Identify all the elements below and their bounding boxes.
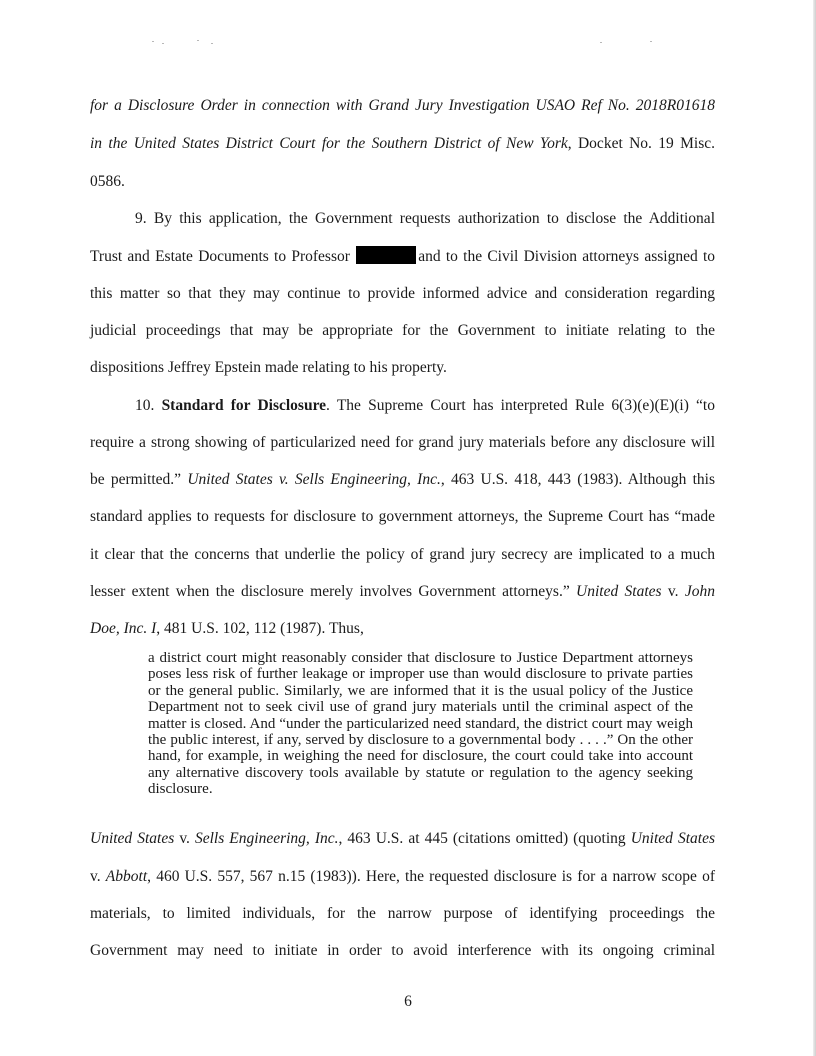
para9-text: this matter so that they may continue to provide informed advice and consideration regarding (90, 285, 715, 302)
para10-text: require a strong showing of particularized need for grand jury materials before any disclosure will (90, 434, 715, 451)
continuation-line-3 (90, 172, 715, 192)
para10-number: 10. (135, 397, 155, 414)
para10-text: , 481 U.S. 102, 112 (1987). Thus, (156, 620, 364, 637)
para9-line-5 (90, 358, 715, 378)
para10-text: it clear that the concerns that underlie the policy of grand jury secrecy are implicated to a much (90, 546, 715, 563)
body-text: materials, to limited individuals, for the narrow purpose of identifying proceedings the (90, 905, 715, 922)
scan-speck (211, 43, 213, 44)
para9-line-2 (90, 246, 715, 267)
para10-line-5 (90, 545, 715, 565)
body-text: v. (90, 868, 101, 885)
redaction-block (356, 246, 416, 264)
para9-line-3 (90, 284, 715, 304)
para10-text: lesser extent when the disclosure merely involves Government attorneys.” (90, 583, 570, 600)
para9-text: judicial proceedings that may be appropriate for the Government to initiate relating to the (90, 322, 715, 339)
para10-line-2 (90, 433, 715, 453)
case-citation: United States (630, 830, 715, 847)
para10-line-4 (90, 507, 715, 527)
continuation-line-1 (90, 96, 715, 116)
block-quote: a district court might reasonably consider that disclosure to Justice Department attorneys poses less risk of further leakage or improper use than would disclosure to private parties or the general public. Similarly, we are informed that it is the usual policy of the Justice Department not to seek civil use of grand jury materials until the criminal aspect of the matter is closed. And “under the particularized need standard, the district court may weigh the public interest, if any, served by disclosure to a governmental body . . . .” On the other hand, for example, in weighing the need for disclosure, the court could take into account any alternative discovery tools available by statute or regulation to the agency seeking disclosure. (148, 650, 693, 798)
case-citation: United States (90, 830, 175, 847)
para10-text: standard applies to requests for disclosure to government attorneys, the Supreme Court has “made (90, 508, 715, 525)
para9-text: and to the Civil Division attorneys assigned to (418, 248, 716, 265)
scan-speck (162, 43, 164, 44)
case-citation: Doe, Inc. I (90, 620, 157, 637)
after-quote-line-1 (90, 829, 715, 849)
body-text: v. (179, 830, 190, 847)
case-citation: Sells Engineering, Inc. (194, 830, 339, 847)
continuation-line-2 (90, 134, 715, 154)
para9-text: dispositions Jeffrey Epstein made relating to his property. (90, 359, 447, 376)
after-quote-line-3 (90, 904, 715, 924)
case-citation: United States (576, 583, 662, 600)
scan-speck (152, 41, 154, 42)
case-citation: United States v. Sells Engineering, Inc. (187, 471, 441, 488)
body-text: , 460 U.S. 557, 567 n.15 (1983)). Here, the requested disclosure is for a narrow scope of (147, 868, 715, 885)
docket-number-end: 0586. (90, 173, 125, 190)
para10-line-7 (90, 619, 715, 639)
page-number: 6 (404, 993, 412, 1010)
body-text: Government may need to initiate in order to avoid interference with its ongoing criminal (90, 942, 715, 959)
body-text: , 463 U.S. at 445 (citations omitted) (quoting (338, 830, 626, 847)
scan-speck (197, 40, 199, 41)
scan-speck (600, 42, 602, 43)
docket-text: , Docket No. 19 Misc. (567, 135, 715, 152)
para10-text: , 463 U.S. 418, 443 (1983). Although this (440, 471, 716, 488)
citation-italic: for a Disclosure Order in connection with Grand Jury Investigation USAO Ref No. 2018R01618 (90, 97, 715, 114)
para10-text: be permitted.” (90, 471, 182, 488)
scan-speck (650, 41, 652, 42)
para10-line-3 (90, 470, 715, 490)
para9-text: 9. By this application, the Government requests authorization to disclose the Additional (135, 210, 715, 227)
para9-text: Trust and Estate Documents to Professor (90, 248, 350, 265)
para10-line-6 (90, 582, 715, 602)
para10-text: . The Supreme Court has interpreted Rule 6(3)(e)(E)(i) “to (326, 397, 715, 414)
section-heading: Standard for Disclosure (161, 397, 327, 414)
after-quote-line-2 (90, 867, 715, 887)
para10-line-1 (135, 396, 715, 416)
para10-text: v. (667, 583, 679, 600)
case-citation: John (684, 583, 716, 600)
court-name-italic: in the United States District Court for the Southern District of New York (90, 135, 568, 152)
after-quote-line-4 (90, 941, 715, 961)
para9-line-4 (90, 321, 715, 341)
case-citation: Abbott (105, 868, 148, 885)
para9-line-1 (135, 209, 715, 229)
